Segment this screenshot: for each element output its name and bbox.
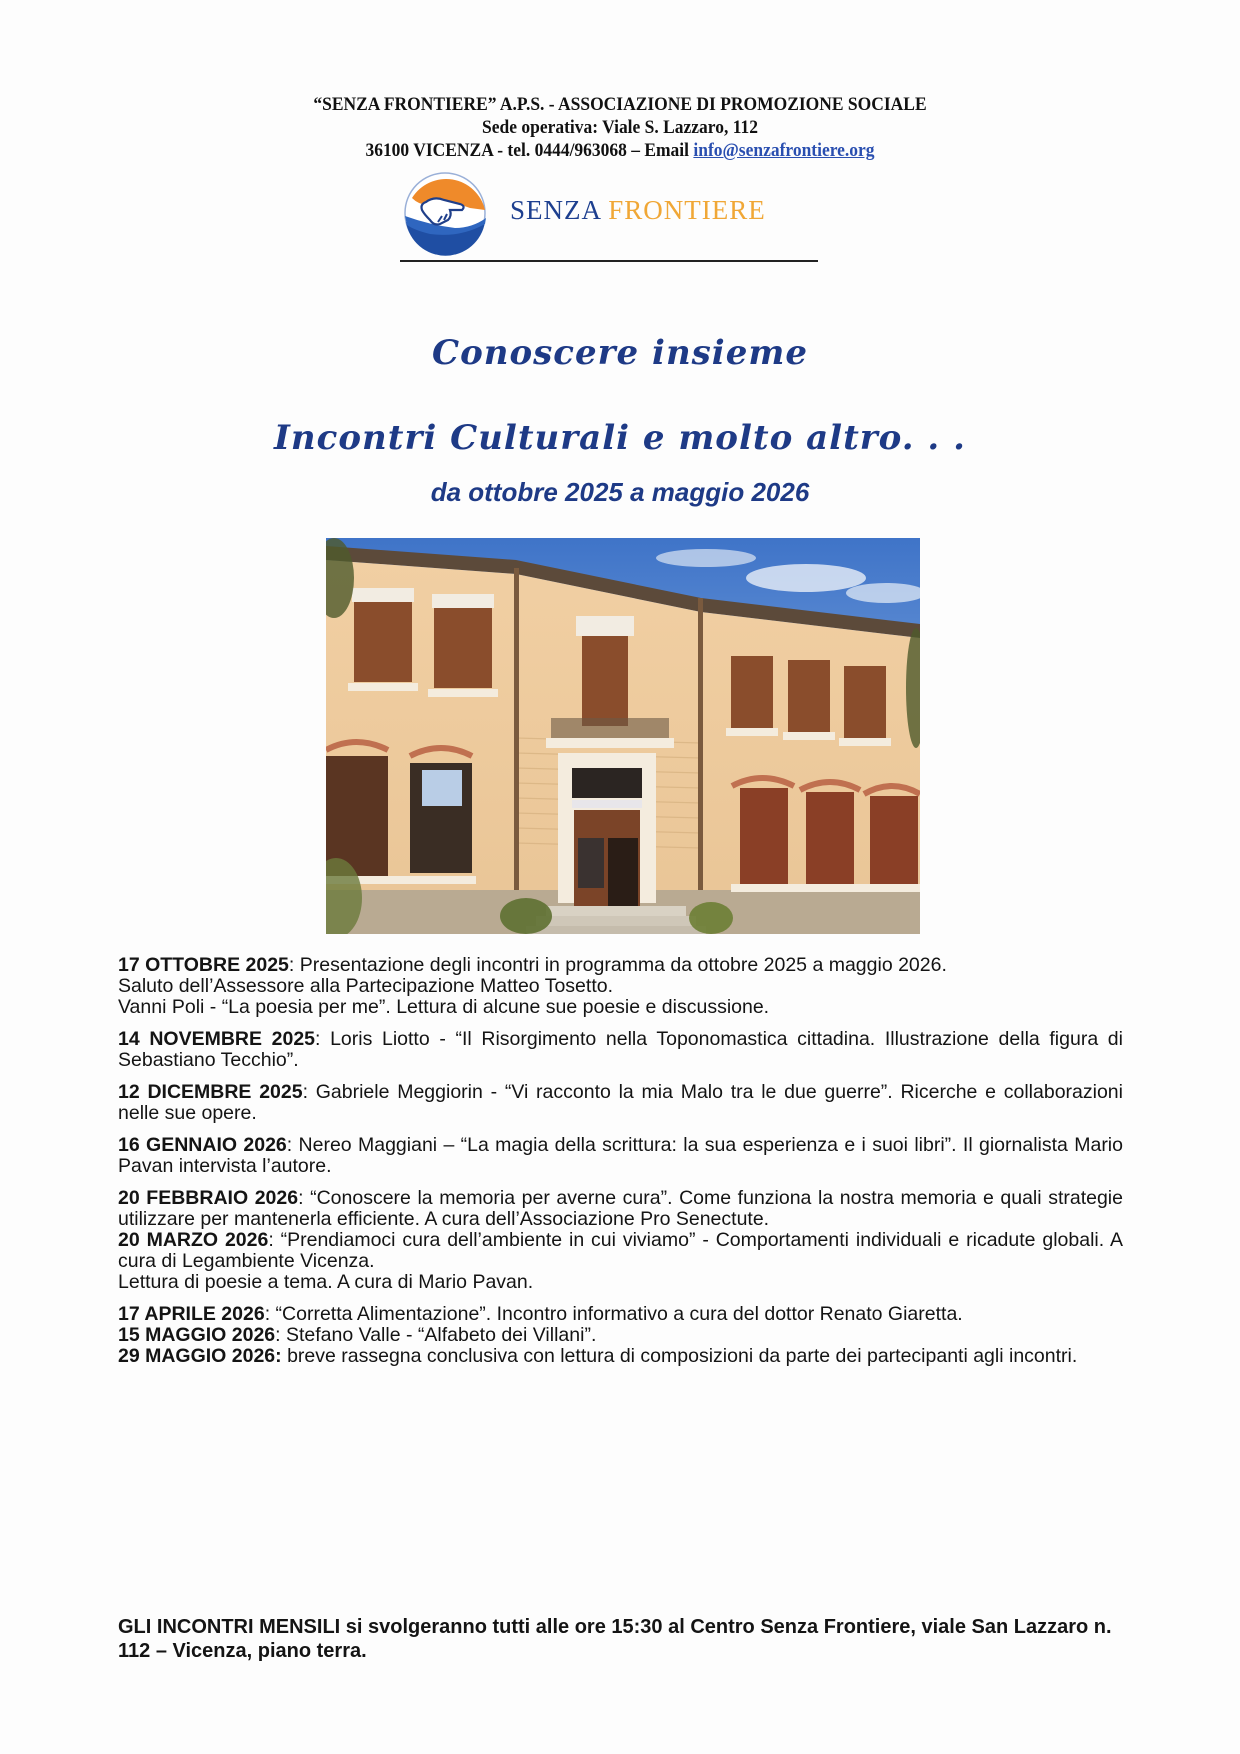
event-date: 17 APRILE 2026 — [118, 1303, 265, 1325]
logo-word-senza: SENZA — [510, 195, 601, 225]
event-date: 29 MAGGIO 2026: — [118, 1345, 282, 1367]
event-date: 17 OTTOBRE 2025 — [118, 954, 289, 976]
event-item-4 — [118, 1135, 1123, 1177]
event-date: 16 GENNAIO 2026 — [118, 1134, 287, 1156]
event-description: : Gabriele Meggiorin - “Vi racconto la mia Malo tra le due guerre”. Ricerche e collaborazioni nelle sue opere. — [118, 1081, 1123, 1124]
event-description: : “Conoscere la memoria per averne cura”. Come funziona la nostra memoria e quali strategie utilizzare per mantenerla efficiente. A cura dell’Associazione Pro Senectute. — [118, 1187, 1123, 1230]
event-item-8 — [118, 1325, 1123, 1346]
event-description: : Presentazione degli incontri in programma da ottobre 2025 a maggio 2026. — [288, 954, 947, 976]
event-item-2 — [118, 1029, 1123, 1071]
email-link[interactable]: info@senzafrontiere.org — [693, 140, 875, 161]
event-item-3 — [118, 1082, 1123, 1124]
event-date: 20 FEBBRAIO 2026 — [118, 1187, 299, 1209]
city-phone: 36100 VICENZA - tel. 0444/963068 – Email — [365, 140, 694, 161]
header-divider — [400, 260, 818, 262]
meeting-info-note: GLI INCONTRI MENSILI si svolgeranno tutti alle ore 15:30 al Centro Senza Frontiere, viale San Lazzaro n. 112 – Vicenza, piano terra. — [118, 1616, 1112, 1662]
contact-line — [50, 139, 1191, 162]
event-date: 14 NOVEMBRE 2025 — [118, 1028, 316, 1050]
event-item-6 — [118, 1230, 1123, 1293]
building-photo — [326, 538, 920, 934]
logo-word-frontiere: FRONTIERE — [608, 195, 766, 225]
event-item-5 — [118, 1188, 1123, 1230]
date-range-subtitle: da ottobre 2025 a maggio 2026 — [430, 477, 810, 507]
association-name: “SENZA FRONTIERE” A.P.S. - ASSOCIAZIONE DI PROMOZIONE SOCIALE — [313, 94, 927, 115]
event-description: : “Corretta Alimentazione”. Incontro informativo a cura del dottor Renato Giaretta. — [264, 1303, 963, 1325]
event-description: breve rassegna conclusiva con lettura di composizioni da parte dei partecipanti agli incontri. — [281, 1345, 1078, 1367]
event-description: : Stefano Valle - “Alfabeto dei Villani”. — [275, 1324, 597, 1346]
events-list — [118, 955, 1123, 1367]
event-note: Saluto dell’Assessore alla Partecipazione Matteo Tosetto. — [118, 975, 614, 997]
event-item-9 — [118, 1346, 1123, 1367]
event-description: : “Prendiamoci cura dell’ambiente in cui viviamo” - Comportamenti individuali e ricadute globali. A cura di Legambiente Vicenza. — [118, 1229, 1123, 1272]
event-note: Vanni Poli - “La poesia per me”. Lettura di alcune sue poesie e discussione. — [118, 996, 770, 1018]
event-item-7 — [118, 1304, 1123, 1325]
logo-wordmark — [510, 195, 766, 226]
event-item-1 — [118, 955, 1123, 1018]
event-date: 20 MARZO 2026 — [118, 1229, 269, 1251]
event-description: : Loris Liotto - “Il Risorgimento nella Toponomastica cittadina. Illustrazione della figura di Sebastiano Tecchio”. — [118, 1028, 1123, 1071]
office-address: Sede operativa: Viale S. Lazzaro, 112 — [482, 117, 758, 138]
handshake-logo-icon — [400, 170, 490, 256]
event-note: Lettura di poesie a tema. A cura di Mario Pavan. — [118, 1271, 534, 1293]
title-incontri-culturali: Incontri Culturali e molto altro. . . — [274, 418, 966, 458]
event-description: : Nereo Maggiani – “La magia della scrittura: la sua esperienza e i suoi libri”. Il giornalista Mario Pavan intervista l’autore. — [118, 1134, 1123, 1177]
event-date: 12 DICEMBRE 2025 — [118, 1081, 303, 1103]
event-date: 15 MAGGIO 2026 — [118, 1324, 276, 1346]
title-conoscere-insieme: Conoscere insieme — [432, 333, 808, 373]
